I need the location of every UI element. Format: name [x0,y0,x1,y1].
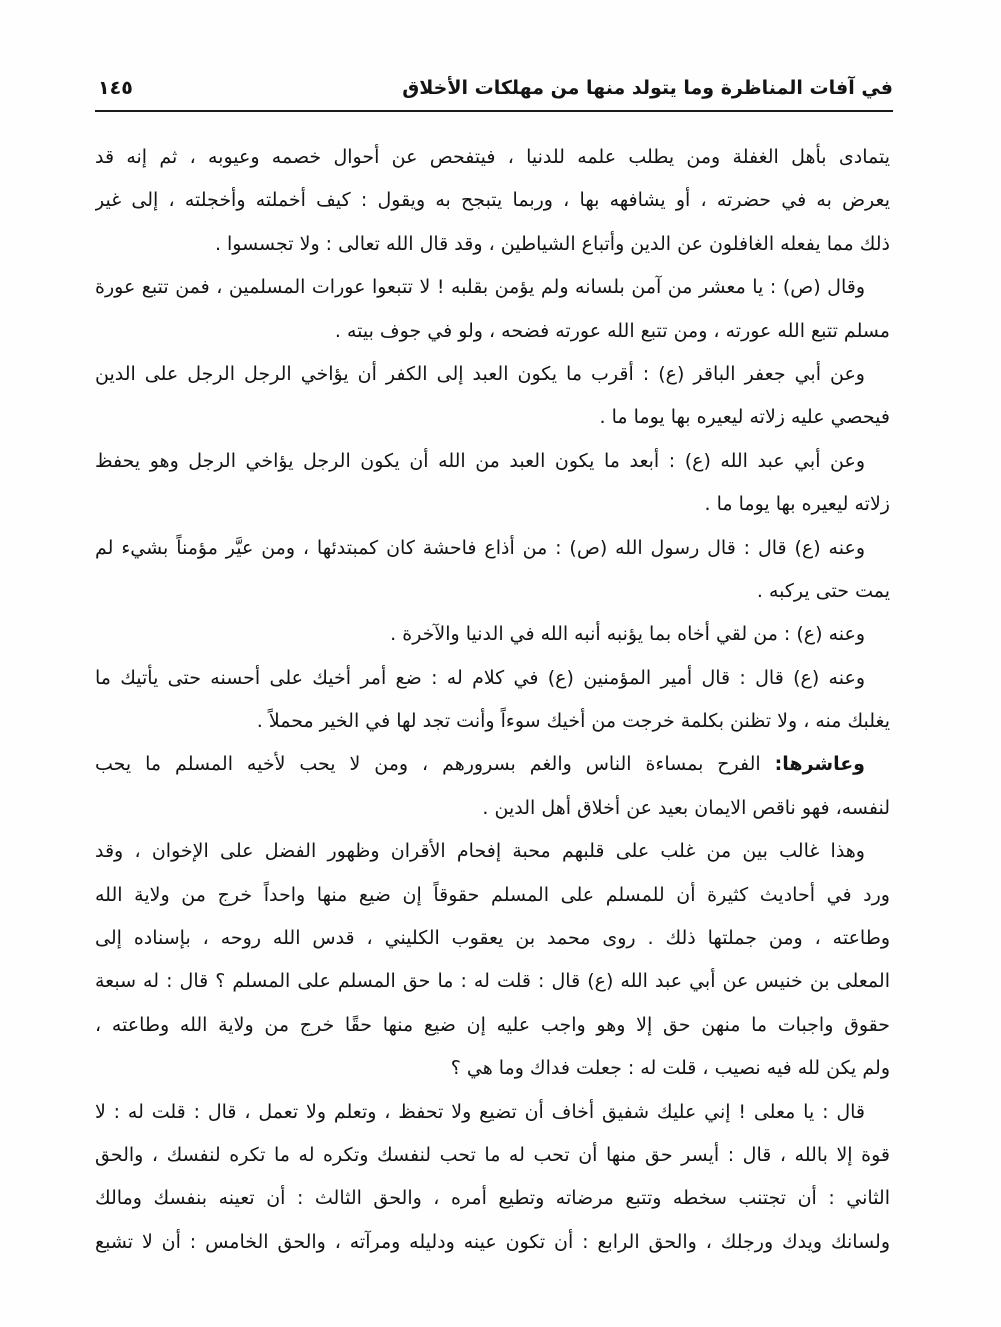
text-line-rest: الفرح بمساءة الناس والغم بسرورهم ، ومن لا يحب لأخيه المسلم ما يحب [95,753,775,776]
text-line: وعن أبي عبد الله (ع) : أبعد ما يكون العبد من الله أن يكون الرجل يؤاخي الرجل وهو يحفظ [95,449,865,472]
text-line: ولسانك ويدك ورجلك ، والحق الرابع : أن تكون عينه ودليله ومرآته ، والحق الخامس : أن لا تشبع [95,1230,890,1253]
running-header-title: في آفات المناظرة وما يتولد منها من مهلكات الأخلاق [402,77,893,99]
text-line [95,743,890,786]
paragraph [95,136,890,266]
text-line: وعنه (ع) : من لقي أخاه بما يؤنبه أنبه الله في الدنيا والآخرة . [390,623,865,646]
text-line: المعلى بن خنيس عن أبي عبد الله (ع) قال : قلت له : ما حق المسلم على المسلم ؟ قال : له سبعة [95,970,890,993]
text-line: يتمادى بأهل الغفلة ومن يطلب علمه للدنيا ، فيتفحص عن أحوال خصمه وعيوبه ، ثم إنه قد [95,146,890,168]
paragraph [95,1091,890,1265]
text-line: ذلك مما يفعله الغافلون عن الدين وأتباع الشياطين ، وقد قال الله تعالى : ولا تجسسوا . [214,232,890,255]
text-line: وطاعته ، ومن جملتها ذلك . روى محمد بن يعقوب الكليني ، قدس الله روحه ، بإسناده إلى [95,927,890,950]
text-line: وهذا غالب بين من غلب على قلبهم محبة إفحام الأقران وظهور الفضل على الإخوان ، وقد [95,840,865,863]
text-line: يعرض به في حضرته ، أو يشافهه بها ، وربما يتبجح به ويقول : كيف أخملته وأخجلته ، إلى غير [95,189,890,212]
paragraph [95,830,890,1090]
paragraph [95,353,890,440]
text-line: ورد في أحاديث كثيرة أن للمسلم على المسلم حقوقاً إن ضيع منها واحداً خرج من ولاية الله [95,883,890,906]
text-line: يغلبك منه ، ولا تظنن بكلمة خرجت من أخيك سوءاً وأنت تجد لها في الخير محملاً . [256,710,890,733]
section-lead: وعاشرها: [774,753,865,776]
paragraph [95,440,890,527]
text-line: حقوق واجبات ما منهن حق إلا وهو واجب عليه إن ضيع منها حقًا خرج من ولاية الله وطاعته ، [95,1013,890,1036]
text-line: وعنه (ع) قال : قال رسول الله (ص) : من أذاع فاحشة كان كمبتدئها ، ومن عيَّر مؤمناً بشيء لم [95,536,865,559]
text-line: زلاته ليعيره بها يوما ما . [704,493,890,516]
text-line: وعنه (ع) قال : قال أمير المؤمنين (ع) في كلام له : ضع أمر أخيك على أحسنه حتى يأتيك ما [95,666,865,689]
page-number: ١٤٥ [98,77,133,99]
text-line: لنفسه، فهو ناقص الايمان بعيد عن أخلاق أهل الدين . [482,796,890,819]
header-rule [95,110,893,112]
text-line: فيحصي عليه زلاته ليعيره بها يوما ما . [599,406,890,429]
paragraph [95,657,890,744]
paragraph [95,743,890,830]
text-line: قوة إلا بالله ، قال : أيسر حق منها أن تحب له ما تحب لنفسك وتكره له ما تكره لنفسك ، والحق [95,1143,890,1166]
text-line: ولم يكن لله فيه نصيب ، قلت له : جعلت فداك وما هي ؟ [450,1057,890,1080]
paragraph [95,527,890,614]
text-line: قال : يا معلى ! إني عليك شفيق أخاف أن تضيع ولا تحفظ ، وتعلم ولا تعمل ، قال : قلت له : لا [95,1100,865,1123]
paragraph [95,266,890,353]
text-line: مسلم تتبع الله عورته ، ومن تتبع الله عورته فضحه ، ولو في جوف بيته . [334,319,890,342]
text-line: وقال (ص) : يا معشر من آمن بلسانه ولم يؤمن بقلبه ! لا تتبعوا عورات المسلمين ، فمن تتبع عورة [95,276,865,299]
text-line: وعن أبي جعفر الباقر (ع) : أقرب ما يكون العبد إلى الكفر أن يؤاخي الرجل الرجل على الدين [95,362,865,385]
text-line: يمت حتى يركبه . [756,579,890,602]
text-line: الثاني : أن تجتنب سخطه وتتبع مرضاته وتطيع أمره ، والحق الثالث : أن تعينه بنفسك ومالك [95,1187,890,1210]
page-body [95,136,890,1264]
paragraph [95,613,890,656]
